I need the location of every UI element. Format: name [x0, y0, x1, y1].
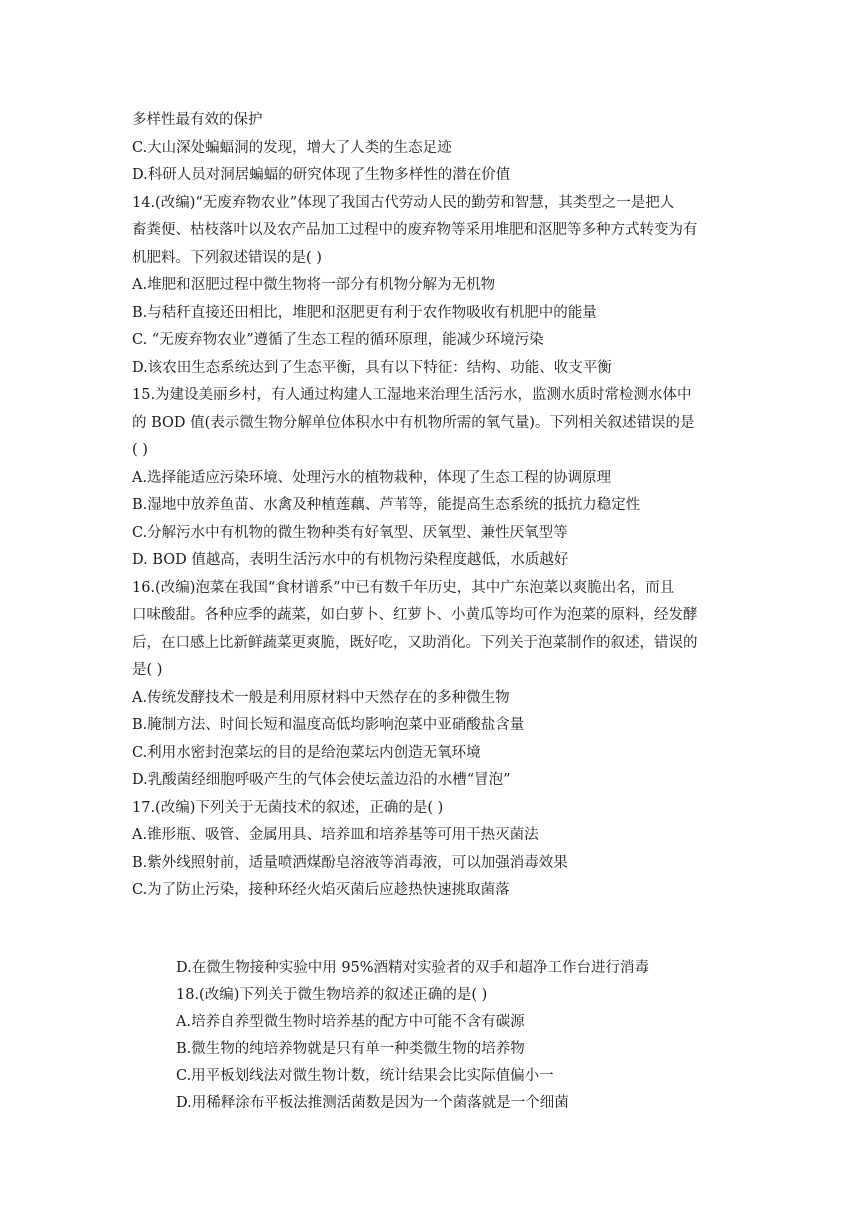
- option-line: A.培养自养型微生物时培养基的配方中可能不含有碳源: [176, 1014, 525, 1030]
- question-16-line: 口味酸甜。各种应季的蔬菜，如白萝卜、红萝卜、小黄瓜等均可作为泡菜的原料，经发酵: [132, 607, 698, 623]
- option-line: D.在微生物接种实验中用 95%酒精对实验者的双手和超净工作台进行消毒: [176, 960, 650, 976]
- question-14-line: 畜粪便、枯枝落叶以及农产品加工过程中的废弃物等采用堆肥和沤肥等多种方式转变为有: [132, 222, 698, 238]
- option-line: B.腌制方法、时间长短和温度高低均影响泡菜中亚硝酸盐含量: [132, 717, 525, 733]
- question-16-line: 16.(改编)泡菜在我国“食材谱系”中已有数千年历史，其中广东泡菜以爽脆出名，而且: [132, 580, 675, 596]
- question-15-line: ( ): [132, 442, 148, 458]
- question-17-line: 17.(改编)下列关于无菌技术的叙述，正确的是( ): [132, 800, 444, 816]
- question-15-line: 15.为建设美丽乡村，有人通过构建人工湿地来治理生活污水，监测水质时常检测水体中: [132, 387, 692, 403]
- option-line: C.利用水密封泡菜坛的目的是给泡菜坛内创造无氧环境: [132, 745, 481, 761]
- option-line: B.与秸秆直接还田相比，堆肥和沤肥更有利于农作物吸收有机肥中的能量: [132, 305, 597, 321]
- option-line: A.选择能适应污染环境、处理污水的植物栽种，体现了生态工程的协调原理: [132, 470, 612, 486]
- question-14-line: 机肥料。下列叙述错误的是( ): [132, 250, 322, 266]
- option-line: C.用平板划线法对微生物计数，统计结果会比实际值偏小一: [176, 1068, 554, 1084]
- option-line: D. BOD 值越高，表明生活污水中的有机物污染程度越低，水质越好: [132, 552, 569, 568]
- option-line: D.科研人员对洞居蝙蝠的研究体现了生物多样性的潜在价值: [132, 167, 511, 183]
- option-line: B.微生物的纯培养物就是只有单一种类微生物的培养物: [176, 1041, 525, 1057]
- text-line: 多样性最有效的保护: [132, 112, 263, 128]
- option-line: B.紫外线照射前，适量喷洒煤酚皂溶液等消毒液，可以加强消毒效果: [132, 855, 568, 871]
- option-line: A.锥形瓶、吸管、金属用具、培养皿和培养基等可用干热灭菌法: [132, 827, 539, 843]
- question-18-line: 18.(改编)下列关于微生物培养的叙述正确的是( ): [176, 987, 488, 1003]
- option-line: D.乳酸菌经细胞呼吸产生的气体会使坛盖边沿的水槽“冒泡”: [132, 772, 511, 788]
- question-16-line: 后，在口感上比新鲜蔬菜更爽脆，既好吃，又助消化。下列关于泡菜制作的叙述，错误的: [132, 635, 698, 651]
- option-line: C.为了防止污染，接种环经火焰灭菌后应趁热快速挑取菌落: [132, 882, 510, 898]
- option-line: A.传统发酵技术一般是利用原材料中天然存在的多种微生物: [132, 690, 510, 706]
- option-line: D.用稀释涂布平板法推测活菌数是因为一个菌落就是一个细菌: [176, 1095, 569, 1111]
- option-line: B.湿地中放养鱼苗、水禽及种植莲藕、芦苇等，能提高生态系统的抵抗力稳定性: [132, 497, 641, 513]
- option-line: C.分解污水中有机物的微生物种类有好氧型、厌氧型、兼性厌氧型等: [132, 525, 568, 541]
- option-line: A.堆肥和沤肥过程中微生物将一部分有机物分解为无机物: [132, 277, 496, 293]
- option-line: C.大山深处蝙蝠洞的发现，增大了人类的生态足迹: [132, 140, 452, 156]
- option-line: D.该农田生态系统达到了生态平衡，具有以下特征：结构、功能、收支平衡: [132, 360, 612, 376]
- question-14-line: 14.(改编)“无废弃物农业”体现了我国古代劳动人民的勤劳和智慧，其类型之一是把人: [132, 195, 675, 211]
- option-line: C. “无废弃物农业”遵循了生态工程的循环原理，能减少环境污染: [132, 332, 544, 348]
- question-15-line: 的 BOD 值(表示微生物分解单位体积水中有机物所需的氧气量)。下列相关叙述错误的是: [132, 415, 695, 431]
- question-16-line: 是( ): [132, 662, 163, 678]
